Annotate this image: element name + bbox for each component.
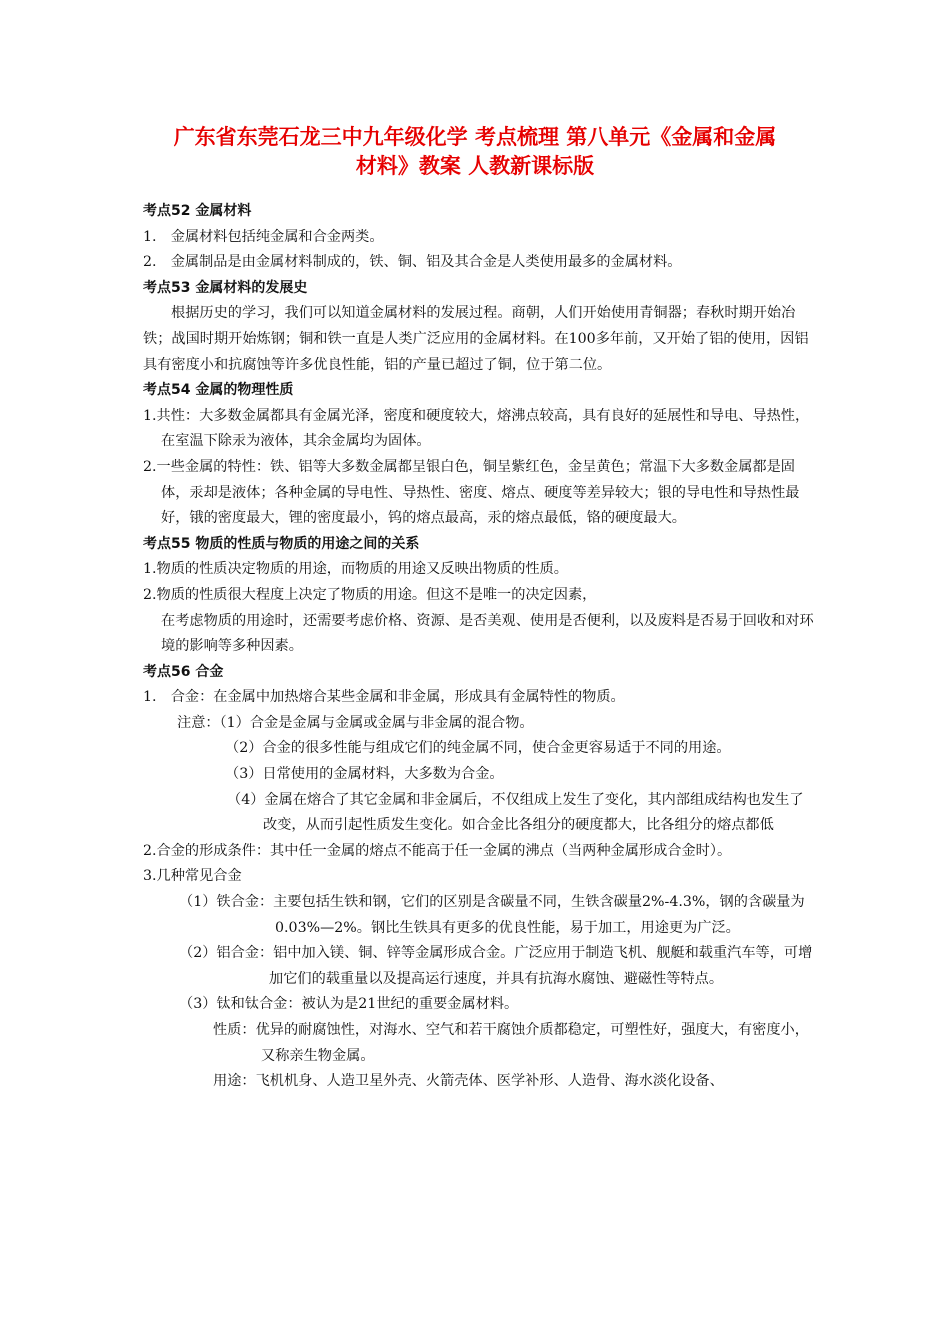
s53-paragraph: 根据历史的学习，我们可以知道金属材料的发展过程。商朝，人们开始使用青铜器；春秋时期开始冶铁；战国时期开始炼钢；铜和铁一直是人类广泛应用的金属材料。在100多年前，又开始了铝的使用，因铝具有密度小和抗腐蚀等许多优良性能，铝的产量已超过了铜，位于第二位。: [143, 305, 809, 373]
s52-item-2: 2. 金属制品是由金属材料制成的，铁、铜、铝及其合金是人类使用最多的金属材料。: [143, 254, 682, 271]
s54-item-1: 1.共性：大多数金属都具有金属光泽，密度和硬度较大，熔沸点较高，具有良好的延展性和导电、导热性，在室温下除汞为液体，其余金属均为固体。: [143, 407, 810, 450]
s56-item-1: 1. 合金：在金属中加热熔合某些金属和非金属，形成具有金属特性的物质。: [143, 689, 625, 706]
titanium-uses: 用途：飞机机身、人造卫星外壳、火箭壳体、医学补形、人造骨、海水淡化设备、: [213, 1073, 724, 1090]
alloy-aluminum: （2）铝合金：铝中加入镁、铜、锌等金属形成合金。广泛应用于制造飞机、舰艇和载重汽车等，可增加它们的载重量以及提高运行速度，并具有抗海水腐蚀、避磁性等特点。: [179, 945, 813, 987]
alloy-iron: （1）铁合金：主要包括生铁和钢，它们的区别是含碳量不同，生铁含碳量2%-4.3%，钢的含碳量为0.03%—2%。钢比生铁具有更多的优良性能，易于加工，用途更为广泛。: [179, 894, 805, 936]
s52-item-1: 1. 金属材料包括纯金属和合金两类。: [143, 228, 384, 245]
s55-item-1: 1.物质的性质决定物质的用途，而物质的用途又反映出物质的性质。: [143, 561, 568, 578]
s56-item-2: 2.合金的形成条件：其中任一金属的熔点不能高于任一金属的沸点（当两种金属形成合金时）。: [143, 842, 732, 859]
document-title: [120, 122, 830, 180]
section-heading-53: 考点53 金属材料的发展史: [143, 279, 308, 296]
s54-item-2: 2.一些金属的特性：铁、铝等大多数金属都呈银白色，铜呈紫红色，金呈黄色；常温下大多数金属都是固体，汞却是液体；各种金属的导电性、导热性、密度、熔点、硬度等差异较大；银的导电性和导热性最好，锇的密度最大，锂的密度最小，钨的熔点最高，汞的熔点最低，铬的硬度最大。: [143, 458, 800, 527]
section-heading-52: 考点52 金属材料: [143, 203, 252, 219]
s55-item-2-continued: 在考虑物质的用途时，还需要考虑价格、资源、是否美观、使用是否便利，以及废料是否易于回收和对环境的影响等多种因素。: [161, 612, 814, 655]
title-line-2: 材料》教案 人教新课标版: [355, 153, 595, 178]
titanium-properties: 性质：优异的耐腐蚀性，对海水、空气和若干腐蚀介质都稳定，可塑性好，强度大，有密度小，又称亲生物金属。: [213, 1022, 809, 1064]
section-heading-56: 考点56 合金: [143, 663, 224, 680]
s56-note-2: （2）合金的很多性能与组成它们的纯金属不同，使合金更容易适于不同的用途。: [225, 740, 731, 757]
s56-note-1: 注意：（1）合金是金属与金属或金属与非金属的混合物。: [177, 714, 534, 731]
s55-item-2: 2.物质的性质很大程度上决定了物质的用途。但这不是唯一的决定因素，: [143, 586, 597, 603]
s56-note-3: （3）日常使用的金属材料，大多数为合金。: [225, 766, 504, 783]
document-body: [143, 199, 815, 1095]
title-line-1: 广东省东莞石龙三中九年级化学 考点梳理 第八单元《金属和金属: [173, 124, 777, 149]
section-heading-54: 考点54 金属的物理性质: [143, 382, 294, 399]
section-heading-55: 考点55 物质的性质与物质的用途之间的关系: [143, 535, 420, 552]
s56-note-4: （4）金属在熔合了其它金属和非金属后，不仅组成上发生了变化，其内部组成结构也发生了改变，从而引起性质发生变化。如合金比各组分的硬度都大，比各组分的熔点都低: [227, 791, 804, 834]
alloy-titanium: （3）钛和钛合金：被认为是21世纪的重要金属材料。: [179, 996, 519, 1013]
s56-item-3: 3.几种常见合金: [143, 868, 242, 885]
